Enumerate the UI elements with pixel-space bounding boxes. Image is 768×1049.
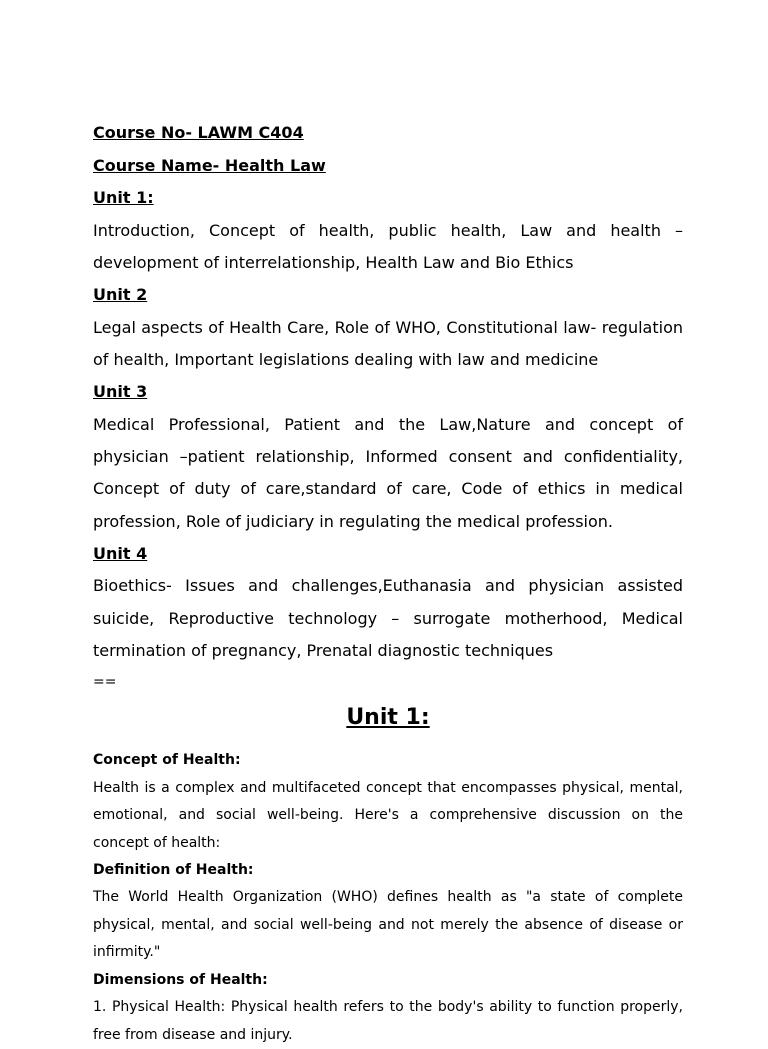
syllabus-unit-3-text: Medical Professional, Patient and the Law,Nature and concept of physician –patient relationship, Informed consent and confidentiality, Concept of duty of care,standard of care, Code of ethics in medical profession, Role of judiciary in regulating the medical profession. — [93, 414, 683, 531]
syllabus-unit-4-heading: Unit 4 — [93, 543, 148, 563]
unit-1-title: Unit 1: — [346, 705, 430, 731]
syllabus-unit-4-text: Bioethics- Issues and challenges,Euthanasia and physician assisted suicide, Reproductive technology – surrogate motherhood, Medical termination of pregnancy, Prenatal diagnostic techniques — [93, 576, 683, 660]
dimensions-item-1: 1. Physical Health: Physical health refers to the body's ability to function properly, free from disease and injury. — [93, 999, 683, 1043]
syllabus-unit-3-heading: Unit 3 — [93, 382, 148, 402]
dimensions-heading: Dimensions of Health: — [93, 971, 268, 988]
separator: == — [93, 674, 117, 691]
syllabus-unit-2-text: Legal aspects of Health Care, Role of WHO, Constitutional law- regulation of health, Important legislations dealing with law and medicine — [93, 317, 683, 369]
definition-heading: Definition of Health: — [93, 861, 254, 878]
syllabus-unit-1-heading: Unit 1: — [93, 188, 154, 207]
concept-heading: Concept of Health: — [93, 752, 241, 769]
course-number: Course No- LAWM C404 — [93, 123, 304, 142]
course-name: Course Name- Health Law — [93, 155, 326, 175]
syllabus-unit-1-text: Introduction, Concept of health, public health, Law and health – development of interrelationship, Health Law and Bio Ethics — [93, 220, 683, 272]
syllabus-unit-2-heading: Unit 2 — [93, 285, 148, 305]
definition-text: The World Health Organization (WHO) defines health as "a state of complete physical, mental, and social well-being and not merely the absence of disease or infirmity." — [93, 889, 683, 961]
document-page — [93, 117, 683, 1049]
concept-text: Health is a complex and multifaceted concept that encompasses physical, mental, emotional, and social well-being. Here's a comprehensive discussion on the concept of health: — [93, 779, 683, 851]
